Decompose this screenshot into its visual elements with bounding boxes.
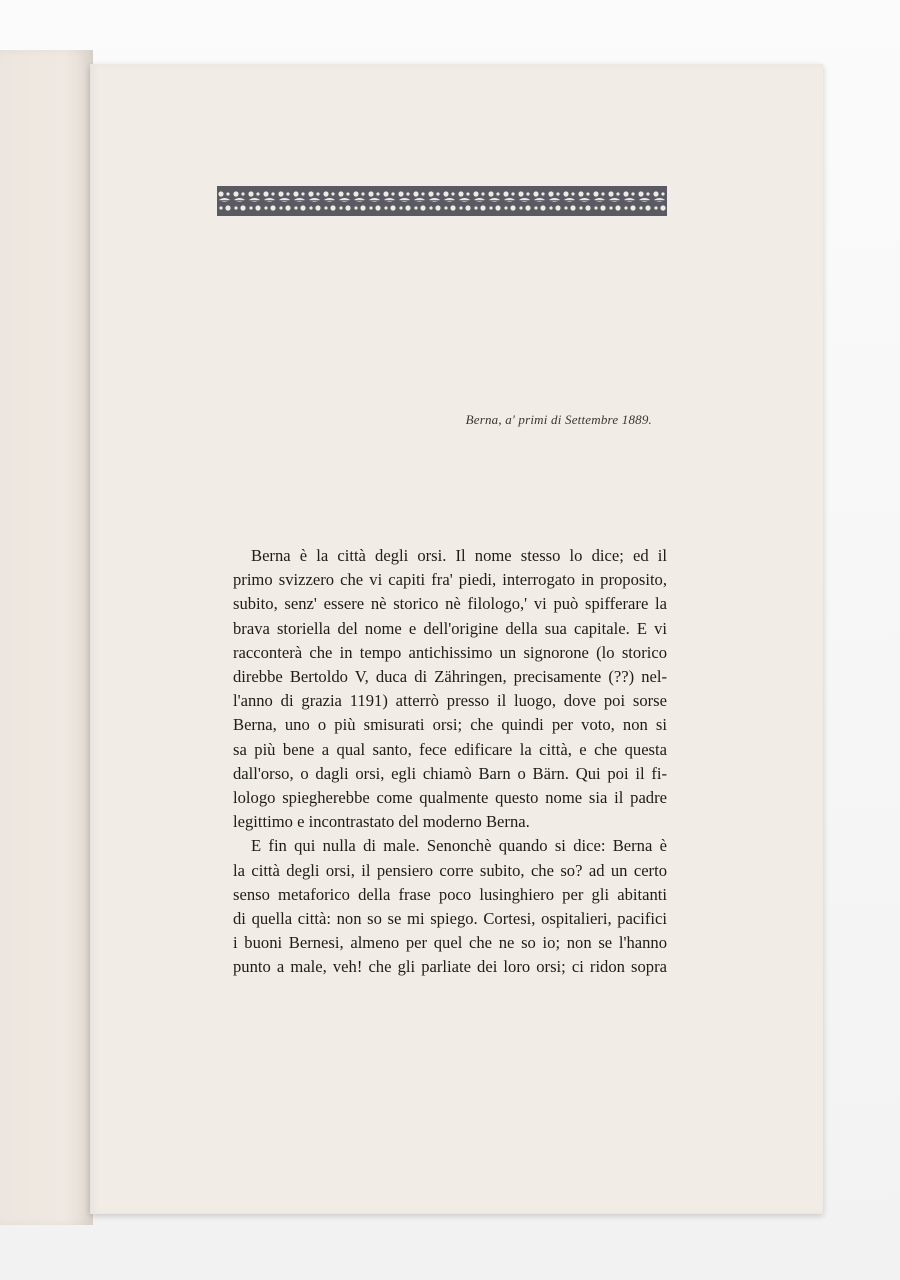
facing-page-left: [0, 50, 93, 1225]
book-page: [90, 64, 823, 1214]
text-line: subito, senz' essere nè storico nè filologo,' vi può spifferare la: [233, 594, 667, 614]
body-text: [233, 544, 667, 980]
text-line: racconterà che in tempo antichissimo un signorone (lo storico: [233, 642, 667, 662]
text-line: legittimo e incontrastato del moderno Berna.: [233, 812, 530, 832]
text-line: punto a male, veh! che gli parliate dei loro orsi; ci ridon sopra: [233, 957, 667, 977]
text-line: l'anno di grazia 1191) atterrò presso il luogo, dove poi sorse: [233, 691, 667, 711]
paragraph-2: [233, 834, 667, 979]
dateline: Berna, a' primi di Settembre 1889.: [465, 412, 652, 427]
text-line: E fin qui nulla di male. Senonchè quando si dice: Berna è: [251, 836, 667, 856]
text-line: la città degli orsi, il pensiero corre subito, che so? ad un certo: [233, 860, 667, 880]
floral-border-ornament-icon: [217, 186, 667, 216]
text-line: i buoni Bernesi, almeno per quel che ne so io; non se l'hanno: [233, 933, 667, 953]
paragraph-1: [233, 544, 667, 834]
text-line: Berna è la città degli orsi. Il nome stesso lo dice; ed il: [251, 546, 667, 565]
text-line: sa più bene a qual santo, fece edificare la città, e che questa: [233, 739, 667, 759]
text-line: di quella città: non so se mi spiego. Cortesi, ospitalieri, pacifici: [233, 909, 667, 929]
text-line: brava storiella del nome e dell'origine della sua capitale. E vi: [233, 618, 667, 638]
text-line: direbbe Bertoldo V, duca di Zähringen, precisamente (??) nel-: [233, 667, 667, 687]
text-line: senso metaforico della frase poco lusinghiero per gli abitanti: [233, 884, 667, 904]
text-line: dall'orso, o dagli orsi, egli chiamò Barn o Bärn. Qui poi il fi-: [233, 763, 667, 783]
text-line: primo svizzero che vi capiti fra' piedi, interrogato in proposito,: [233, 570, 667, 590]
text-line: Berna, uno o più smisurati orsi; che quindi per voto, non si: [233, 715, 667, 735]
text-line: lologo spiegherebbe come qualmente questo nome sia il padre: [233, 788, 667, 808]
